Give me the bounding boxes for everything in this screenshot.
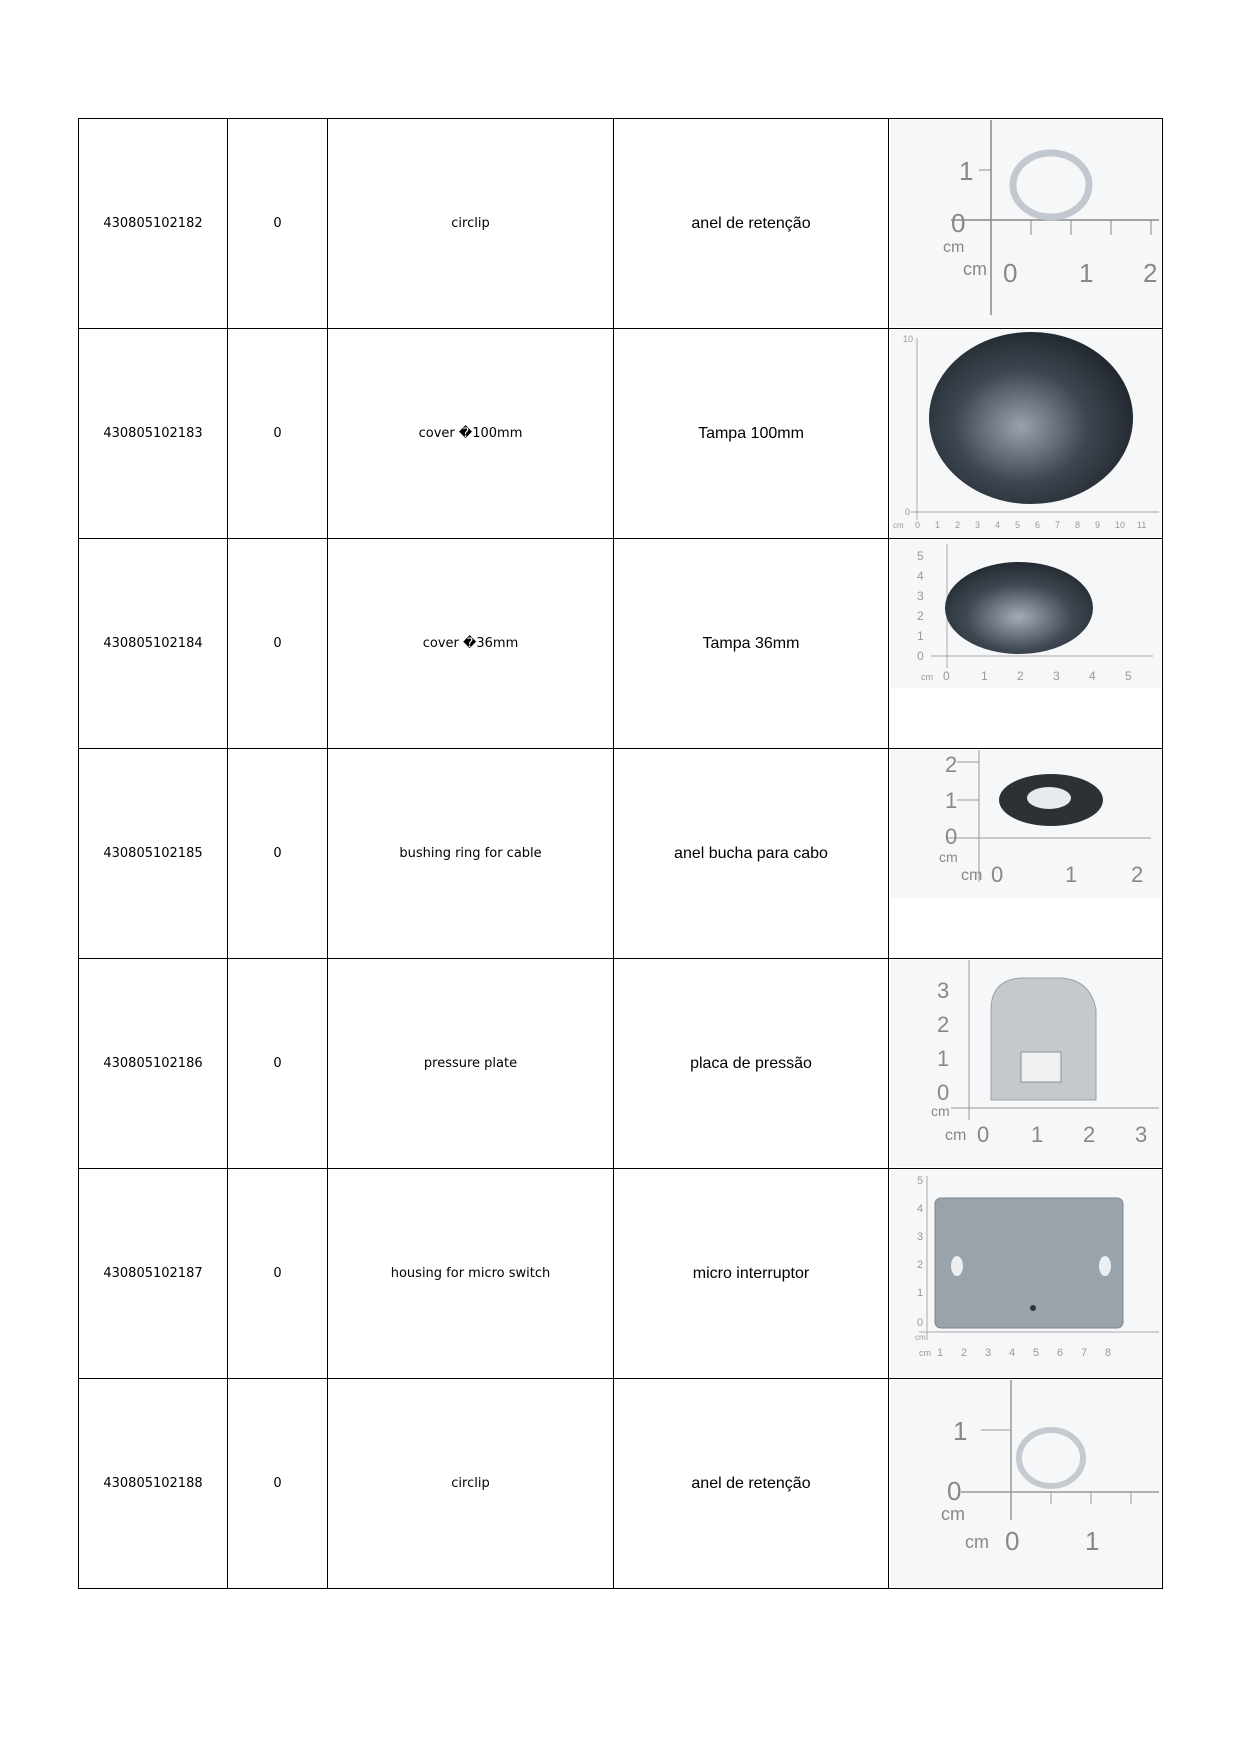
scale-tick-label: 0 — [991, 862, 1004, 887]
scale-tick-label: 5 — [1033, 1347, 1040, 1359]
scale-tick-label: 4 — [1089, 669, 1096, 683]
scale-tick-label: 6 — [1057, 1347, 1064, 1359]
scale-tick-label: 11 — [1137, 520, 1147, 530]
scale-unit-label: cm — [919, 1348, 931, 1358]
bushing-ring-photo-icon — [891, 750, 1161, 898]
scale-tick-label: 1 — [917, 629, 924, 643]
scale-tick-label: 1 — [935, 520, 941, 530]
scale-tick-label: 0 — [947, 1476, 962, 1506]
scale-tick-label: 1 — [1031, 1122, 1044, 1147]
circlip-photo-icon — [891, 1380, 1161, 1587]
scale-tick-label: 0 — [943, 669, 950, 683]
scale-tick-label: 0 — [951, 208, 966, 238]
part-quantity: 0 — [228, 539, 328, 749]
scale-tick-label: 1 — [945, 788, 958, 813]
scale-tick-label: 0 — [917, 1317, 924, 1329]
part-code: 430805102182 — [79, 119, 228, 329]
scale-unit-label: cm — [945, 1127, 967, 1144]
table-row — [79, 329, 1163, 539]
table-row — [79, 119, 1163, 329]
scale-tick-label: 4 — [917, 1203, 924, 1215]
micro-switch-housing-photo-icon — [891, 1170, 1161, 1377]
cover-36mm-photo-icon — [891, 540, 1161, 688]
scale-tick-label: 10 — [903, 334, 914, 344]
scale-tick-label: 6 — [1035, 520, 1041, 530]
scale-unit-label: cm — [963, 259, 987, 279]
part-description-pt: anel bucha para cabo — [614, 749, 889, 959]
scale-tick-label: 5 — [917, 1175, 924, 1187]
scale-tick-label: 8 — [1105, 1347, 1112, 1359]
scale-tick-label: 0 — [937, 1080, 950, 1105]
pressure-plate-photo-icon — [891, 960, 1161, 1167]
parts-table — [78, 118, 1163, 1589]
scale-unit-label: cm — [961, 867, 983, 884]
part-description-pt: Tampa 100mm — [614, 329, 889, 539]
scale-tick-label: 3 — [975, 520, 981, 530]
scale-tick-label: 4 — [1009, 1347, 1016, 1359]
scale-tick-label: 1 — [1079, 258, 1094, 288]
scale-tick-label: 2 — [961, 1347, 968, 1359]
scale-tick-label: 2 — [1083, 1122, 1096, 1147]
table-row — [79, 1379, 1163, 1589]
scale-tick-label: 3 — [917, 1231, 924, 1243]
part-description-en: bushing ring for cable — [328, 749, 614, 959]
scale-tick-label: 3 — [985, 1347, 992, 1359]
scale-tick-label: 1 — [959, 156, 974, 186]
table-row — [79, 959, 1163, 1169]
part-description-en: cover �100mm — [328, 329, 614, 539]
part-quantity: 0 — [228, 749, 328, 959]
part-code: 430805102187 — [79, 1169, 228, 1379]
scale-tick-label: 2 — [937, 1012, 950, 1037]
scale-tick-label: 5 — [917, 549, 924, 563]
scale-tick-label: 2 — [1143, 258, 1158, 288]
part-code: 430805102185 — [79, 749, 228, 959]
part-description-en: cover �36mm — [328, 539, 614, 749]
scale-unit-label: cm — [941, 1504, 965, 1524]
scale-tick-label: 0 — [915, 520, 921, 530]
scale-tick-label: 7 — [1055, 520, 1061, 530]
scale-unit-label: cm — [943, 239, 965, 256]
scale-tick-label: 5 — [1015, 520, 1021, 530]
scale-tick-label: 2 — [1131, 862, 1144, 887]
part-quantity: 0 — [228, 329, 328, 539]
scale-tick-label: 1 — [937, 1046, 950, 1071]
part-description-pt: micro interruptor — [614, 1169, 889, 1379]
scale-tick-label: 2 — [1017, 669, 1024, 683]
scale-tick-label: 4 — [917, 569, 924, 583]
table-row — [79, 539, 1163, 749]
scale-tick-label: 0 — [945, 824, 958, 849]
scale-tick-label: 7 — [1081, 1347, 1088, 1359]
scale-tick-label: 9 — [1095, 520, 1101, 530]
scale-tick-label: 2 — [945, 752, 958, 777]
part-description-en: circlip — [328, 1379, 614, 1589]
table-row — [79, 1169, 1163, 1379]
scale-tick-label: 1 — [1085, 1526, 1100, 1556]
part-description-en: housing for micro switch — [328, 1169, 614, 1379]
scale-tick-label: 3 — [937, 978, 950, 1003]
scale-tick-label: 2 — [955, 520, 961, 530]
scale-unit-label: cm — [893, 521, 904, 530]
part-code: 430805102186 — [79, 959, 228, 1169]
part-quantity: 0 — [228, 1379, 328, 1589]
scale-unit-label: cm — [965, 1532, 989, 1552]
part-description-pt: anel de retenção — [614, 119, 889, 329]
part-description-en: pressure plate — [328, 959, 614, 1169]
part-description-pt: Tampa 36mm — [614, 539, 889, 749]
scale-tick-label: 0 — [1003, 258, 1018, 288]
scale-unit-label: cm — [939, 849, 958, 865]
scale-unit-label: cm — [915, 1333, 926, 1342]
scale-tick-label: 10 — [1115, 520, 1126, 530]
scale-tick-label: 3 — [1135, 1122, 1148, 1147]
part-code: 430805102188 — [79, 1379, 228, 1589]
scale-tick-label: 2 — [917, 1259, 924, 1271]
scale-tick-label: 1 — [937, 1347, 944, 1359]
scale-tick-label: 5 — [1125, 669, 1132, 683]
scale-unit-label: cm — [921, 672, 933, 682]
scale-tick-label: 0 — [905, 507, 911, 517]
scale-tick-label: 8 — [1075, 520, 1081, 530]
scale-tick-label: 2 — [917, 609, 924, 623]
scale-tick-label: 0 — [977, 1122, 990, 1147]
part-code: 430805102183 — [79, 329, 228, 539]
scale-tick-label: 3 — [917, 589, 924, 603]
scale-tick-label: 1 — [1065, 862, 1078, 887]
scale-tick-label: 1 — [917, 1287, 924, 1299]
part-description-pt: placa de pressão — [614, 959, 889, 1169]
part-description-pt: anel de retenção — [614, 1379, 889, 1589]
scale-tick-label: 0 — [1005, 1526, 1020, 1556]
part-code: 430805102184 — [79, 539, 228, 749]
scale-tick-label: 1 — [953, 1416, 968, 1446]
part-quantity: 0 — [228, 119, 328, 329]
part-quantity: 0 — [228, 1169, 328, 1379]
table-row — [79, 749, 1163, 959]
cover-100mm-photo-icon — [891, 330, 1161, 537]
part-quantity: 0 — [228, 959, 328, 1169]
scale-unit-label: cm — [931, 1103, 950, 1119]
scale-tick-label: 0 — [917, 649, 924, 663]
scale-tick-label: 3 — [1053, 669, 1060, 683]
part-description-en: circlip — [328, 119, 614, 329]
scale-tick-label: 1 — [981, 669, 988, 683]
scale-tick-label: 4 — [995, 520, 1001, 530]
circlip-photo-icon — [891, 120, 1161, 327]
